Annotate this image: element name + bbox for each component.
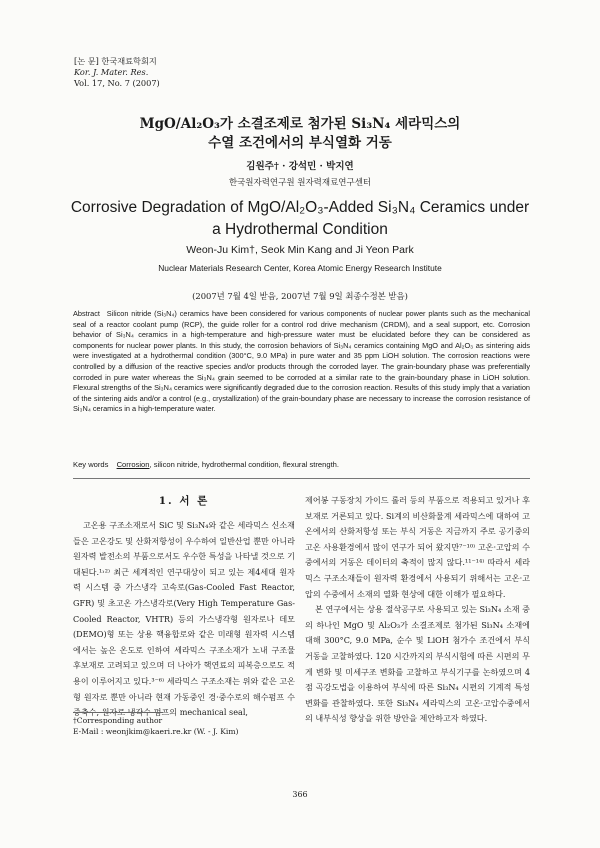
body-right-column <box>305 493 530 727</box>
body-paragraph: 고온용 구조소재로서 SiC 및 Si₃N₄와 같은 세라믹스 신소재들은 고온강도 및 산화저항성이 우수하여 일반산업 뿐만 아니라 원자력 발전소의 부품으로서도 우수한 특성을 나타낼 것으로 기대된다.¹˒²⁾ 최근 세계적인 연구대상이 되고 있는 제4세대 원자력 시스템 중 가스냉각 고속로(Gas-Cooled Fast Reactor, GFR) 및 초고온 가스냉각로(Very High Temperature Gas-Cooled Reactor, VHTR) 등의 가스냉각형 원자로나 데모 (DEMO)형 또는 상용 핵융합로와 같은 미래형 원자력 시스템에서는 높은 온도로 인하여 세라믹스 구조소재가 노내 구조물 후보재로 고려되고 있으며 더 나아가 핵연료의 피복층으로도 적용이 이루어지고 있다.³⁻⁶⁾ 세라믹스 구조소재는 위와 같은 고온형 원자로 뿐만 아니라 현재 가동중인 경·중수로의 해수펌프 수중축수, 원자로 냉각수 펌프의 mechanical seal, <box>73 520 295 718</box>
keywords <box>73 460 530 469</box>
abstract <box>73 309 530 415</box>
keyword-first: Corrosion <box>116 460 150 469</box>
journal-name: Kor. J. Mater. Res. <box>74 67 149 77</box>
korean-authors: 김원주† · 강석민 · 박지연 <box>246 161 354 172</box>
footnote-corresponding: †Corresponding author <box>73 716 163 725</box>
received-date: (2007년 7월 4일 받음, 2007년 7월 9일 최종수정본 받음) <box>192 291 408 301</box>
english-title-line1: Corrosive Degradation of MgO/Al₂O₃-Added Si₃N₄ Ceramics under <box>70 199 530 216</box>
korean-title-line1: MgO/Al₂O₃가 소결조제로 첨가된 Si₃N₄ 세라믹스의 <box>139 116 461 132</box>
page-number: 366 <box>292 790 308 799</box>
article-type: [논 문] 한국재료학회지 <box>74 56 157 66</box>
footnote-rule <box>73 712 163 713</box>
korean-title <box>60 115 540 153</box>
english-title <box>60 197 540 241</box>
body-left-column <box>73 518 295 721</box>
journal-volume: Vol. 17, No. 7 (2007) <box>74 78 160 88</box>
section-divider <box>73 478 530 479</box>
abstract-label: Abstract <box>73 309 100 318</box>
korean-affiliation: 한국원자력연구원 원자력재료연구센터 <box>228 178 372 188</box>
section-heading: 1. 서 론 <box>158 495 210 507</box>
english-authors: Weon-Ju Kim†, Seok Min Kang and Ji Yeon Park <box>186 244 414 256</box>
body-paragraph: 본 연구에서는 상용 절삭공구로 사용되고 있는 Si₃N₄ 소재 중의 하나인 MgO 및 Al₂O₃가 소결조제로 첨가된 Si₃N₄ 소재에 대해 300°C, 9.0 MPa, 순수 및 LiOH 첨가수 조건에서 부식 거동을 고찰하였다. 120 시간까지의 부식시험에 따른 시편의 무게 변화 및 미세구조 변화를 고찰하고 부식기구를 논하였으며 4점 곡강도법을 이용하여 부식에 따른 Si₃N₄ 시편의 기계적 특성 변화를 관찰하였다. 또한 Si₃N₄ 세라믹스의 고온·고압수중에서의 내부식성 향상을 위한 방안을 제안하고자 하였다. <box>305 604 530 724</box>
footnote-email: E-Mail : weonjkim@kaeri.re.kr (W. - J. Kim) <box>73 727 239 736</box>
korean-title-line2: 수열 조건에서의 부식열화 거동 <box>208 135 392 151</box>
body-paragraph: 제어봉 구동장치 가이드 롤러 등의 부품으로 적용되고 있거나 후보재로 거론되고 있다. Si계의 비산화물계 세라믹스에 대하여 고온에서의 산화저항성 또는 부식 거동은 지금까지 주로 공기중의 고온 사용환경에서 많이 연구가 되어 왔지만⁷⁻¹⁰⁾ 고온·고압의 수중에서의 거동은 데이터의 축적이 많지 않다.¹¹⁻¹⁴⁾ 따라서 세라믹스 구조소재들이 원자력 환경에서 사용되기 위해서는 고온·고압의 수중에서 소재의 열화 현상에 대한 이해가 필요하다. <box>305 495 530 599</box>
abstract-text: Silicon nitride (Si₃N₄) ceramics have been considered for various components of nuclear power plants such as the mechanical seal of a reactor coolant pump (RCP), the guide roller for a control rod drive mechanism (CRDM), and a seal support, etc. Corrosion behavior of Si₃N₄ ceramics in a high-temperature and high-pressure water must be elucidated before they can be considered as components for nuclear power plants. In this study, the corrosion behaviors of Si₃N₄ ceramics containing MgO and Al₂O₃ as sintering aids were investigated at a hydrothermal condition (300°C, 9.0 MPa) in pure water and 35 ppm LiOH solution. The corrosion reactions were controlled by a diffusion of the reactive species and/or products through the corroded layer. The grain-boundary phase was preferentially corroded in pure water whereas the Si₃N₄ grain seemed to be corroded at a similar rate to the grain-boundary phase in LiOH solution. Flexural strengths of the Si₃N₄ ceramics were significantly degraded due to the corrosion reaction. Results of this study imply that a variation of the sintering aids and/or a control (e.g., crystallization) of the grain-boundary phase are necessary to increase the corrosion resistance of Si₃N₄ ceramics in a high-temperature water. <box>73 309 530 414</box>
footnote <box>73 715 239 737</box>
english-affiliation: Nuclear Materials Research Center, Korea Atomic Energy Research Institute <box>158 263 442 273</box>
keywords-label: Key words <box>73 460 109 469</box>
journal-header <box>74 56 160 89</box>
english-title-line2: a Hydrothermal Condition <box>212 221 388 238</box>
keywords-rest: , silicon nitride, hydrothermal condition, flexural strength. <box>149 460 340 469</box>
